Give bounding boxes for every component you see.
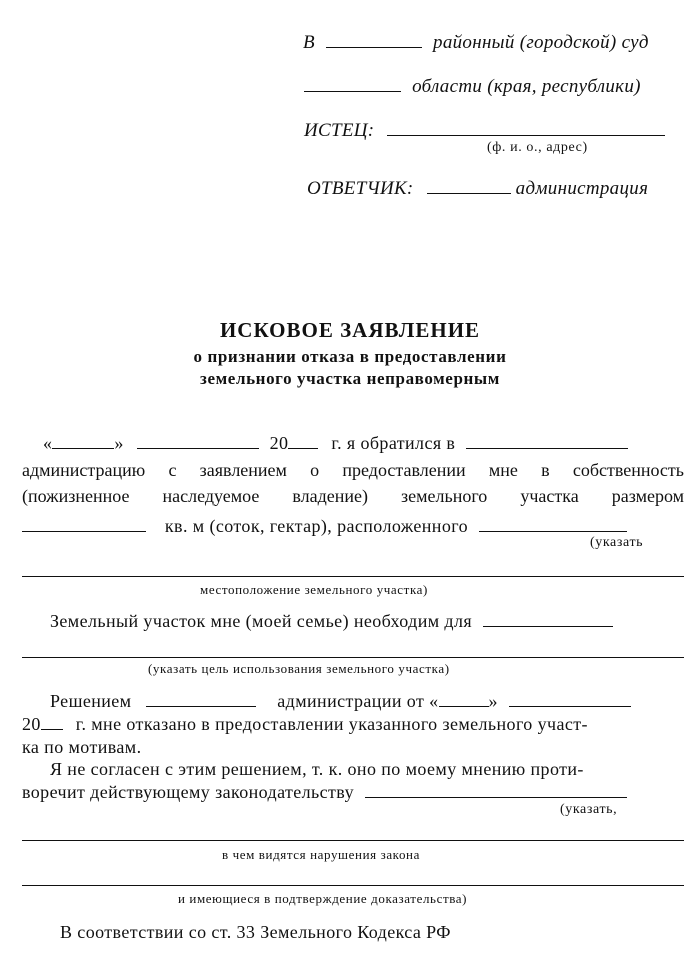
p4-hint2: в чем видятся нарушения закона [222,847,420,862]
p1-line4 [22,517,627,535]
p4-hint3: и имеющиеся в подтверждение доказательства) [178,891,468,906]
quote-close: » [114,433,124,453]
p1-line4-text: кв. м (соток, гектар), расположенного [164,516,468,536]
decision-year-blank[interactable] [41,729,63,730]
defendant-value: администрация [515,178,649,199]
p2-line1 [50,612,613,630]
p3-start: Решением [50,691,132,711]
p1-line2: администрацию с заявлением о предоставлении мне в собственность [22,460,684,480]
plaintiff-blank[interactable] [387,135,665,136]
p3-line1 [50,692,631,710]
p3-line2 [22,715,588,733]
defendant-line [307,179,648,198]
p1-tail: г. я обратился в [331,433,456,453]
defendant-blank[interactable] [427,193,511,194]
defendant-label: ОТВЕТЧИК: [307,178,414,199]
document-subtitle-2: земельного участка неправомерным [200,369,500,388]
plaintiff-hint: (ф. и. о., адрес) [487,140,588,155]
document-subtitle-1: о признании отказа в предоставлении [193,347,507,366]
p1-hint2: местоположение земельного участка) [200,582,428,597]
document-title: ИСКОВОЕ ЗАЯВЛЕНИЕ [219,318,481,342]
court-suffix: районный (городской) суд [433,32,649,53]
purpose-blank[interactable] [483,626,613,627]
location-blank[interactable] [479,531,627,532]
p2-text: Земельный участок мне (моей семье) необходим для [50,611,473,631]
p3-line3: ка по мотивам. [22,737,142,757]
quote-open: « [43,433,53,453]
p2-hint: (указать цель использования земельного участка) [148,661,450,676]
p5-line1: В соответствии со ст. 33 Земельного Кодекса РФ [60,922,451,942]
year-prefix: 20 [269,433,289,453]
p4-hint1: (указать, [560,802,618,817]
p4-line2 [22,783,627,801]
area-blank[interactable] [22,531,146,532]
p4-line2-text: воречит действующему законодательству [22,782,354,802]
p3-mid: администрации от « [277,691,439,711]
court-prefix: В [303,32,315,53]
p3-close: » [488,691,498,711]
region-suffix: области (края, республики) [412,76,641,97]
plaintiff-line [304,121,665,140]
court-line [303,33,649,52]
court-name-blank[interactable] [326,47,422,48]
plaintiff-label: ИСТЕЦ: [304,120,375,141]
p4-line1: Я не согласен с этим решением, т. к. оно по моему мнению проти- [50,759,584,779]
p3-line2-tail: г. мне отказано в предоставлении указанного земельного участ- [75,714,588,734]
purpose-line[interactable] [22,657,684,658]
year-blank[interactable] [288,448,318,449]
p1-line3: (пожизненное наследуемое владение) земельного участка размером [22,486,684,506]
p1-hint1: (указать [590,535,644,550]
decision-blank[interactable] [146,706,256,707]
region-blank[interactable] [304,91,401,92]
day-blank[interactable] [52,448,114,449]
decision-month-blank[interactable] [509,706,631,707]
p1-line1 [43,434,628,452]
region-line [304,77,641,96]
authority-blank[interactable] [466,448,628,449]
month-blank[interactable] [137,448,259,449]
decision-day-blank[interactable] [439,706,489,707]
law-blank[interactable] [365,797,627,798]
p3-year-prefix: 20 [22,714,41,734]
evidence-line[interactable] [22,885,684,886]
violation-line[interactable] [22,840,684,841]
location-line[interactable] [22,576,684,577]
